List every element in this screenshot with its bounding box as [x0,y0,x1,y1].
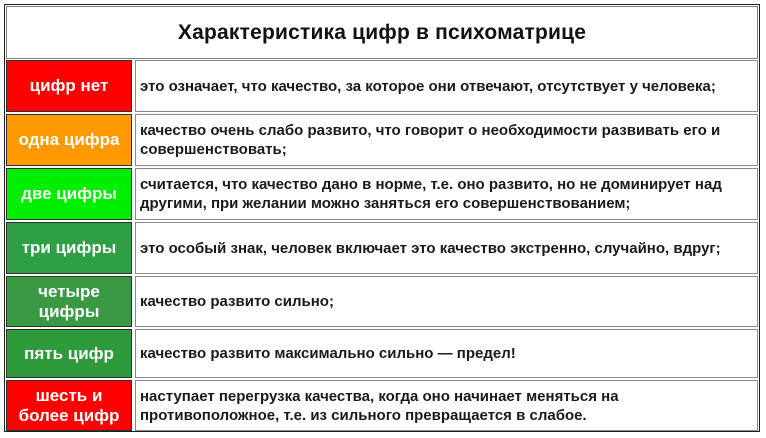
table-title: Характеристика цифр в психоматрице [6,6,758,59]
row-description-text: качество развито сильно; [140,293,334,310]
row-description-text: это особый знак, человек включает это качество экстренно, случайно, вдруг; [140,239,721,257]
table-row [6,380,758,431]
row-description-text: наступает перегрузка качества, когда оно начинает меняться на противоположное, т.е. из сильного превращается в слабое. [140,387,619,424]
row-description-text: качество очень слабо развито, что говорит о необходимости развивать его и совершенствовать; [140,122,721,158]
row-label-no-digits: цифр нет [6,60,132,112]
row-label-three-digits: три цифры [6,222,132,274]
row-description [135,222,758,274]
table-row [6,222,758,274]
row-description-text: считается, что качество дано в норме, т.е. оно развито, но не доминирует над другими, при желании можно заняться его совершенствованием; [140,176,722,212]
table-row [6,168,758,220]
table-row [6,114,758,166]
row-label-four-digits: четыре цифры [6,276,132,327]
row-description [135,114,758,166]
row-description [135,380,758,431]
row-description [135,276,758,327]
row-description-text: это означает, что качество, за которое они отвечают, отсутствует у человека; [140,77,716,95]
table-row [6,329,758,378]
psychomatrix-table [4,4,760,432]
row-description-text: качество развито максимально сильно — предел! [140,345,516,362]
row-description [135,329,758,378]
row-description [135,60,758,112]
row-description [135,168,758,220]
row-label-six-or-more-digits: шесть и более цифр [6,380,132,431]
table-row [6,60,758,112]
table-row [6,276,758,327]
row-label-two-digits: две цифры [6,168,132,220]
row-label-five-digits: пять цифр [6,329,132,378]
row-label-one-digit: одна цифра [6,114,132,166]
